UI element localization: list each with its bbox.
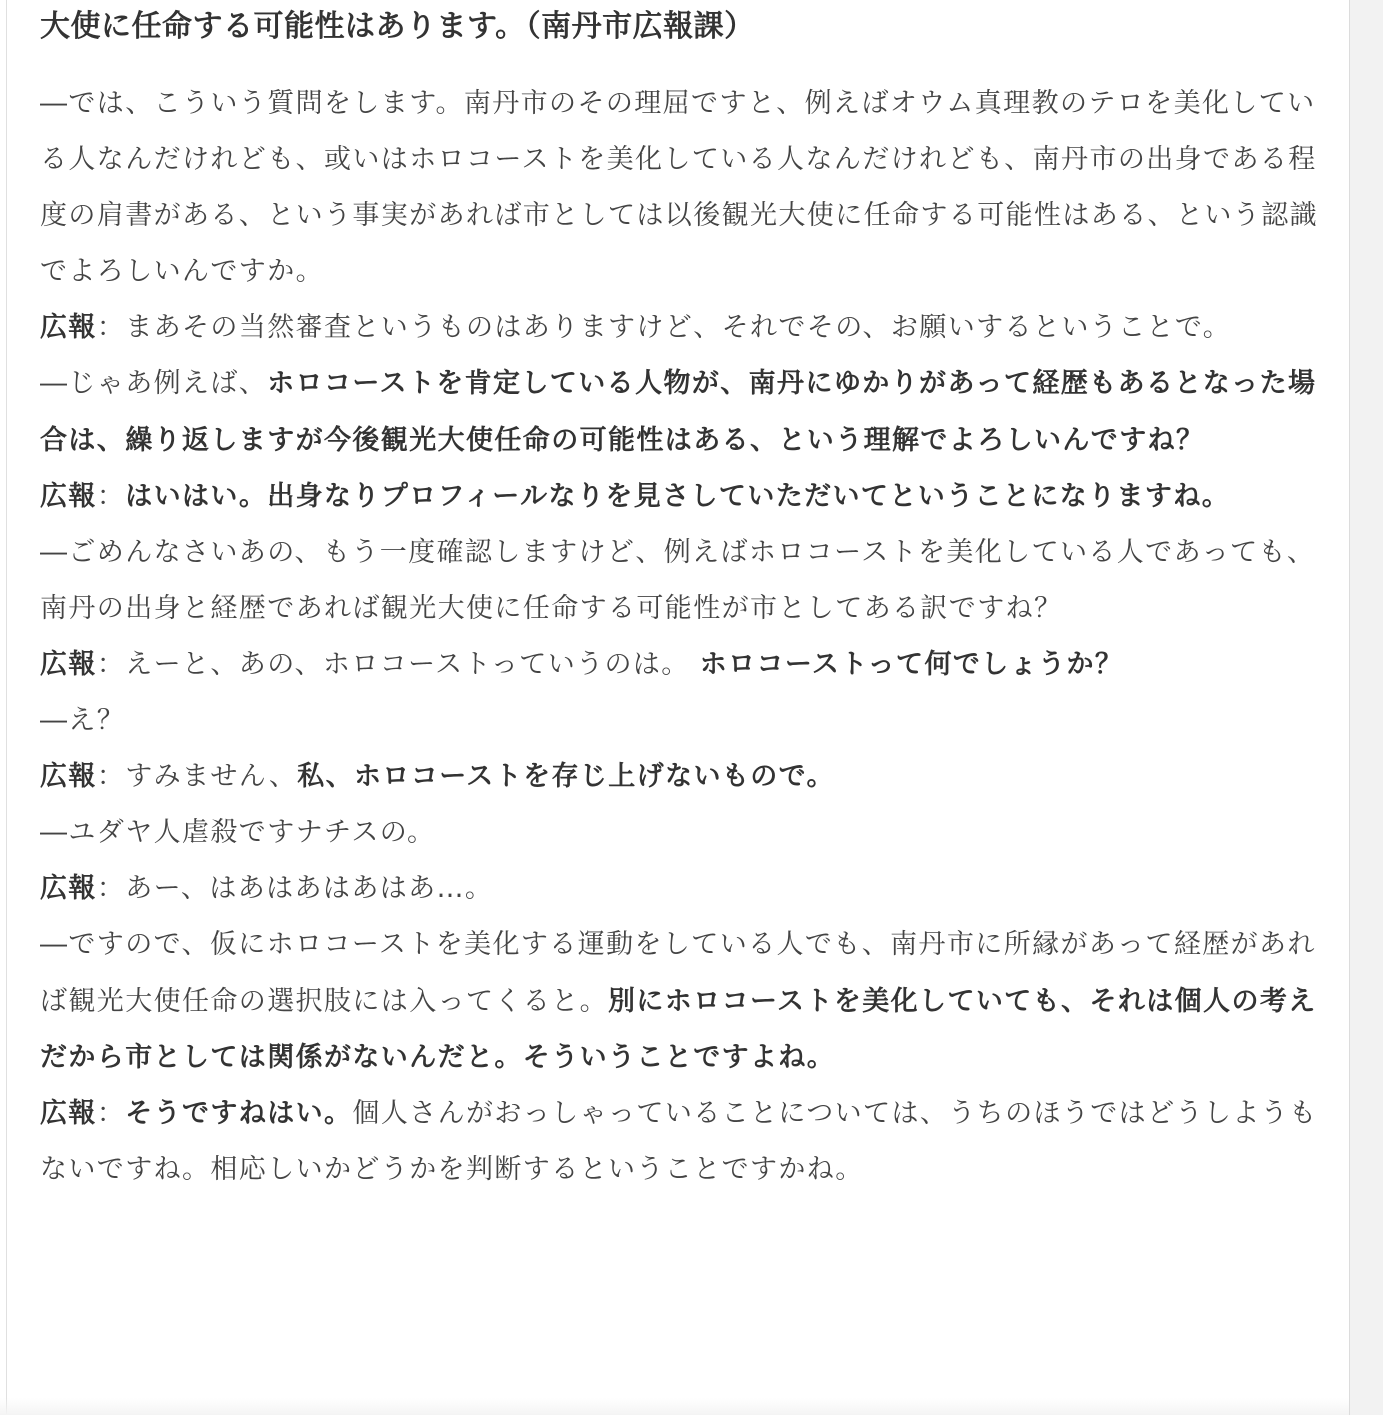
speaker-label: 広報 — [40, 761, 97, 793]
transcript-paragraph — [40, 525, 1340, 637]
section-heading: 大使に任命する可能性はあります。（南丹市広報課） — [40, 9, 755, 44]
transcript-paragraph — [40, 1086, 1340, 1198]
emphasized-text: はいはい。出身なりプロフィールなりを見さしていただいてということになりますね。 — [125, 480, 1231, 512]
emphasized-text: ホロコーストを肯定している人物が、南丹にゆかりがあって経歴もあるとなった場合は、繰り返しますが今後観光大使任命の可能性はある、という理解でよろしいんですね？ — [40, 368, 1317, 456]
paragraph-text: ―え？ — [40, 705, 126, 737]
transcript-paragraph — [40, 76, 1340, 300]
transcript-paragraph — [40, 469, 1340, 525]
transcript-paragraph — [40, 861, 1340, 917]
speaker-label: 広報 — [40, 480, 97, 512]
paragraph-text: ： — [96, 480, 126, 512]
paragraph-text: ―では、こういう質問をします。南丹市のその理屈ですと、例えばオウム真理教のテロを美化している人なんだけれども、或いはホロコーストを美化している人なんだけれども、南丹市の出身である程度の肩書がある、という事実があれば市としては以後観光大使に任命する可能性はある、という認識でよろしいんですか。 — [40, 88, 1318, 288]
transcript-paragraph — [40, 805, 1340, 861]
transcript-paragraph — [40, 749, 1340, 805]
emphasized-text: ホロコーストって何でしょうか？ — [699, 648, 1124, 680]
paragraph-text: ：えーと、あの、ホロコーストっていうのは。 — [96, 648, 700, 680]
speaker-label: 広報 — [40, 312, 97, 344]
paragraph-text: ：あー、はあはあはあはあ…。 — [96, 873, 494, 905]
paragraph-text: ：まあその当然審査というものはありますけど、それでその、お願いするということで。 — [96, 312, 1232, 344]
transcript-paragraph — [40, 917, 1340, 1085]
bottom-fade — [0, 1398, 1349, 1415]
speaker-label: 広報 — [40, 873, 97, 905]
transcript-paragraph — [40, 637, 1340, 693]
paragraph-text: 個人さんがおっしゃっていることについては、うちのほうではどうしようもないですね。相応しいかどうかを判断するということですかね。 — [40, 1097, 1318, 1185]
page-left-border — [6, 0, 7, 1415]
speaker-label: 広報 — [40, 648, 97, 680]
transcript-paragraph — [40, 356, 1340, 468]
emphasized-text: 別にホロコーストを美化していても、それは個人の考えだから市としては関係がないんだと。そういうことですよね。 — [40, 985, 1317, 1073]
article-body — [40, 0, 1340, 1198]
paragraph-text: ―ごめんなさいあの、もう一度確認しますけど、例えばホロコーストを美化している人であっても、南丹の出身と経歴であれば観光大使に任命する可能性が市としてある訳ですね？ — [40, 536, 1316, 624]
transcript-paragraph — [40, 693, 1340, 749]
transcript-paragraph — [40, 300, 1340, 356]
paragraph-text: ： — [96, 1097, 126, 1129]
paragraph-text: ―ですので、仮にホロコーストを美化する運動をしている人でも、南丹市に所縁があって経歴があれば観光大使任命の選択肢には入ってくると。 — [40, 929, 1316, 1017]
paragraph-text: ―じゃあ例えば、 — [40, 368, 268, 400]
paragraph-text: ：すみません、 — [96, 761, 298, 793]
page-right-gutter — [1349, 0, 1383, 1415]
interview-transcript — [40, 76, 1340, 1198]
emphasized-text: 私、ホロコーストを存じ上げないもので。 — [297, 761, 835, 793]
speaker-label: 広報 — [40, 1097, 97, 1129]
emphasized-text: そうですねはい。 — [125, 1097, 353, 1129]
paragraph-text: ―ユダヤ人虐殺ですナチスの。 — [40, 817, 436, 849]
